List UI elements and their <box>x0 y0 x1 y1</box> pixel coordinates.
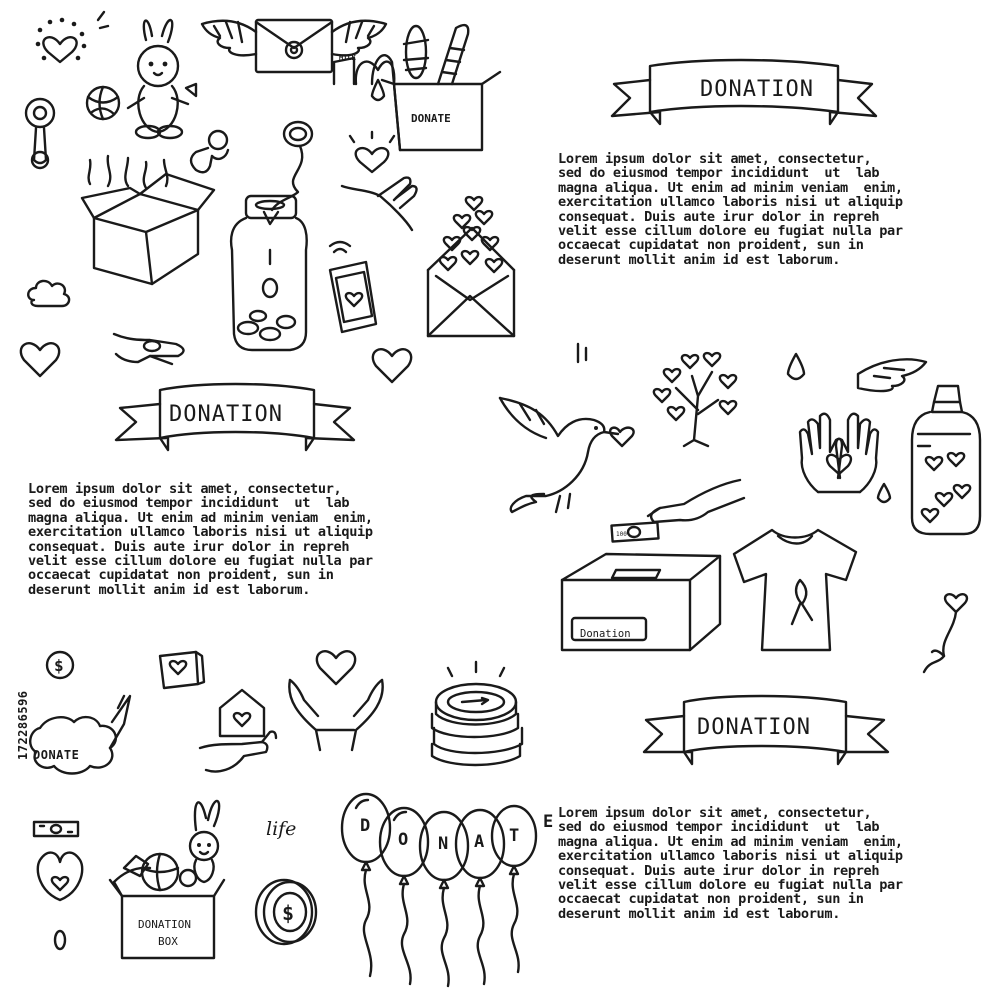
cloud-icon <box>28 281 69 306</box>
toy-box-label-line2: BOX <box>158 935 178 948</box>
pacifier-icon <box>191 131 228 172</box>
wing-icon <box>858 359 926 391</box>
svg-text:$: $ <box>282 901 295 925</box>
drop-icon-2 <box>788 354 804 379</box>
heart-in-hand-icon <box>342 132 417 230</box>
coin-stack-icon <box>432 662 522 765</box>
balloon-letter-e: E <box>543 812 554 832</box>
heart-bottle-icon <box>912 386 980 534</box>
heart-icon-3 <box>317 651 355 684</box>
balloon-letter-d: D <box>360 816 371 836</box>
svg-text:$: $ <box>54 656 64 675</box>
banner-title-1: DONATION <box>700 77 814 102</box>
ribbon-tshirt-icon <box>734 530 856 650</box>
drop-icon <box>372 80 384 100</box>
winged-envelope-icon <box>202 20 386 72</box>
sparkle-icon <box>578 344 586 362</box>
coin-jar-icon <box>231 196 307 350</box>
rattle-icon <box>26 99 54 168</box>
heart-tree-icon <box>654 353 736 446</box>
phone-heart-icon <box>330 242 376 332</box>
hand-icon <box>114 334 184 364</box>
heart-block-icon <box>160 652 204 688</box>
heart-icon <box>21 343 59 376</box>
bill-amount: 100 <box>616 531 627 538</box>
stock-watermark-id: 172286596 <box>16 690 30 760</box>
life-word: life <box>266 818 297 840</box>
lorem-paragraph-3: Lorem ipsum dolor sit amet, consectetur, sed do eiusmod tempor incididunt ut lab magna aliqua. Ut enim ad minim veniam enim, exercitation ullamco laboris nisi ut aliquip consequat. Duis aute irur dolor in repreh velit esse cillum dolore eu fugiat nulla par occaecat cupidatat non proident, sun in deserunt mollit anim id est laborum. <box>558 805 903 922</box>
heart-icon-2 <box>373 349 411 382</box>
bunny-toy-icon <box>128 20 196 138</box>
speech-cloud-donate-label: DONATE <box>33 748 80 762</box>
bill-icon <box>34 822 78 836</box>
open-box-icon <box>82 156 214 284</box>
banner-title-3: DONATION <box>697 715 811 740</box>
balloons-icon <box>342 794 536 986</box>
lorem-paragraph-2: Lorem ipsum dolor sit amet, consectetur, sed do eiusmod tempor incididunt ut lab magna aliqua. Ut enim ad minim veniam enim, exercitation ullamco laboris nisi ut aliquip consequat. Duis aute irur dolor in repreh velit esse cillum dolore eu fugiat nulla par occaecat cupidatat non proident, sun in deserunt mollit anim id est laborum. <box>28 481 373 598</box>
hands-icon <box>289 680 382 750</box>
money-hand-icon <box>611 480 744 542</box>
balloon-letter-o: O <box>398 830 409 850</box>
ballot-box-label: Donation <box>580 628 631 640</box>
dollar-coin-icon <box>256 880 316 944</box>
food-box-donate-label: DONATE <box>411 112 451 125</box>
balloon-letter-a: A <box>474 832 485 852</box>
heart-vine-icon <box>924 594 967 672</box>
lorem-paragraph-1: Lorem ipsum dolor sit amet, consectetur, sed do eiusmod tempor incididunt ut lab magna aliqua. Ut enim ad minim veniam enim, exercitation ullamco laboris nisi ut aliquip consequat. Duis aute irur dolor in repreh velit esse cillum dolore eu fugiat nulla par occaecat cupidatat non proident, sun in deserunt mollit anim id est laborum. <box>558 151 903 268</box>
balloon-letter-t: T <box>509 826 520 846</box>
banner-title-2: DONATION <box>169 402 283 427</box>
dove-icon <box>500 398 634 512</box>
hearts-envelope-icon <box>428 197 514 336</box>
food-donation-box-icon <box>334 25 500 150</box>
house-hand-icon <box>200 690 276 771</box>
dollar-icon <box>47 652 73 678</box>
ball-icon <box>87 87 119 119</box>
toy-box-label-line1: DONATION <box>138 918 191 931</box>
heart-dots-icon <box>36 12 108 62</box>
drop-icon-3 <box>878 484 890 502</box>
milk-label: MILK <box>339 54 356 62</box>
heart-pin-icon <box>38 853 82 949</box>
balloon-letter-n: N <box>438 834 449 854</box>
hands-heart-icon <box>800 414 878 492</box>
